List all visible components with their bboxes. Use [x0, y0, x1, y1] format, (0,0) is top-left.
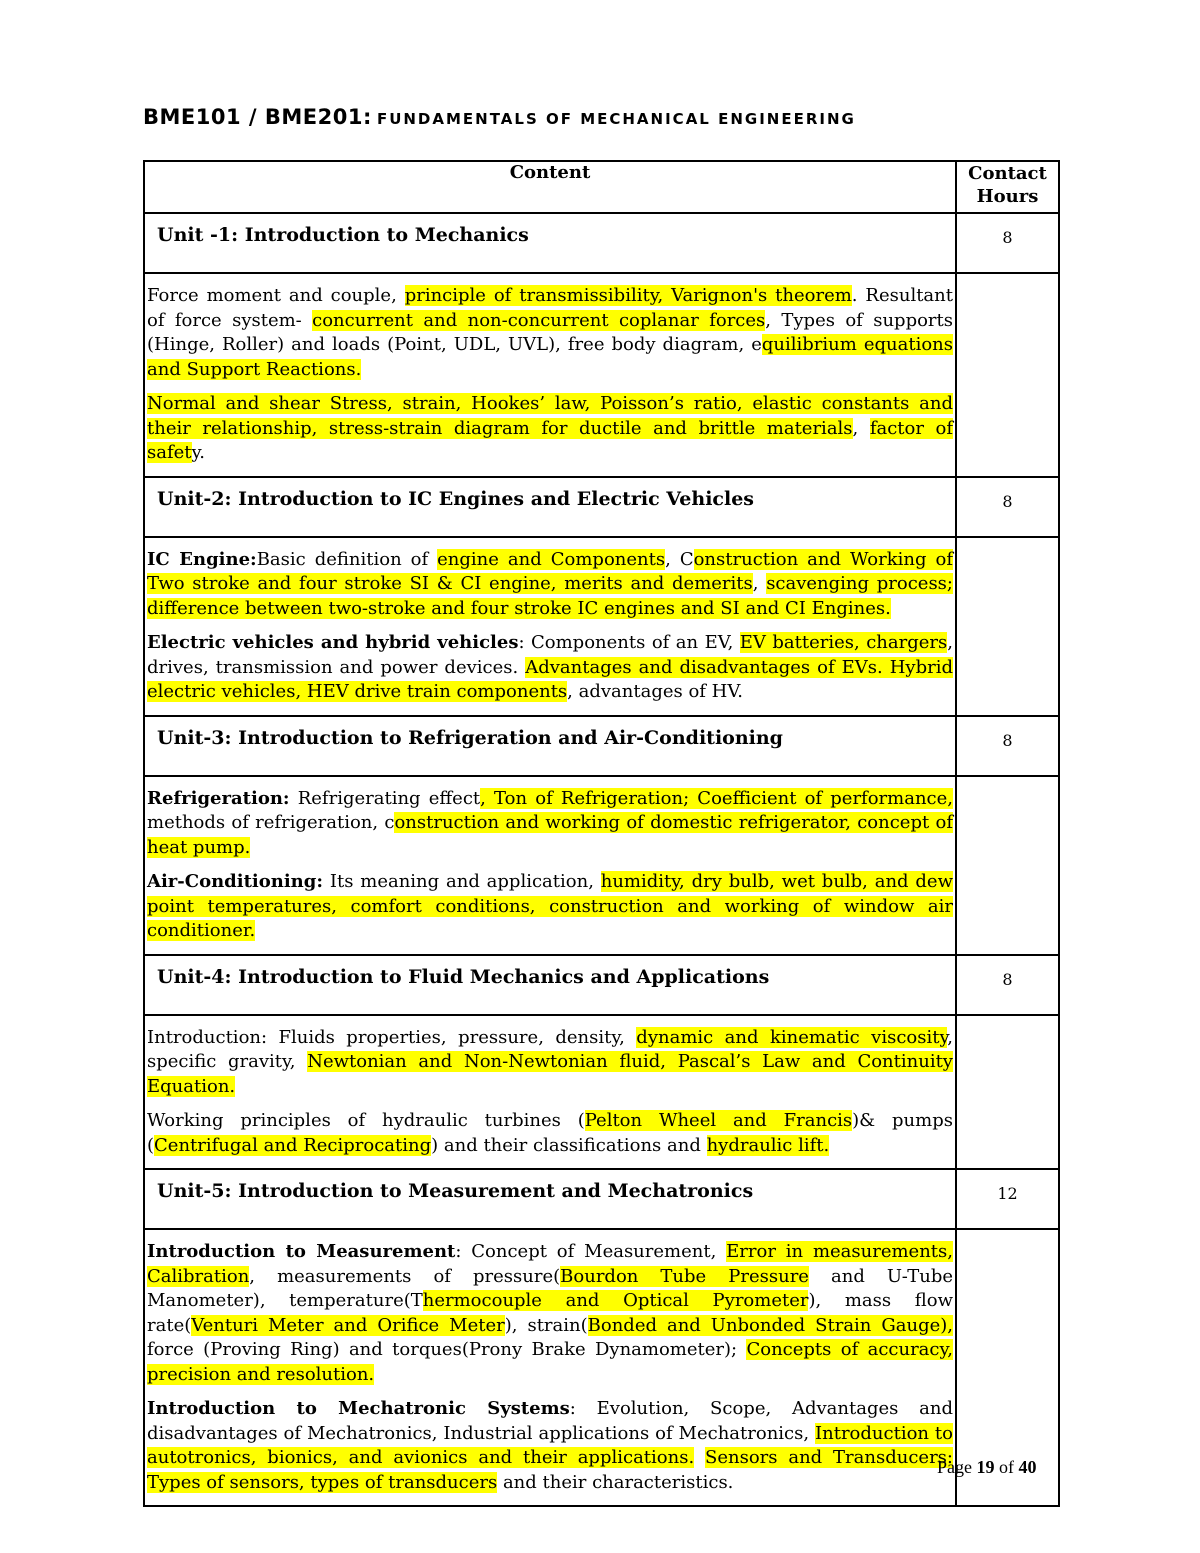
bold-heading-text: Introduction to Measurement — [147, 1241, 456, 1262]
unit-content — [144, 537, 956, 716]
unit-hours-empty — [956, 273, 1059, 477]
highlighted-text: Venturi Meter and Orifice Meter — [191, 1314, 505, 1336]
text-segment: ), strain( — [504, 1314, 588, 1336]
highlighted-text: hermocouple and Optical Pyrometer — [422, 1290, 809, 1311]
header-contact-hours — [956, 161, 1059, 213]
unit-content-row — [144, 537, 1059, 716]
content-paragraph — [147, 1109, 953, 1158]
text-segment: Basic definition of — [256, 548, 438, 570]
highlighted-text: scavenging process; difference between two-stroke and four stroke IC engines and SI and CI Engines. — [147, 573, 953, 619]
highlighted-text: hydraulic lift. — [706, 1134, 830, 1156]
header-hours-line1: Contact — [968, 163, 1047, 184]
bold-heading-text: Refrigeration: — [147, 787, 290, 809]
unit-content-row — [144, 273, 1059, 477]
unit-title: Unit-5: Introduction to Measurement and Mechatronics — [144, 1169, 956, 1229]
text-segment: , — [752, 573, 767, 594]
content-paragraph — [147, 548, 953, 622]
unit-content-row — [144, 1015, 1059, 1170]
unit-contact-hours: 8 — [956, 213, 1059, 273]
unit-content — [144, 273, 956, 477]
footer-total-pages: 40 — [1018, 1457, 1037, 1477]
highlighted-text: Centrifugal and Reciprocating — [154, 1134, 432, 1156]
unit-title-row — [144, 213, 1059, 273]
highlighted-text: Newtonian and Non-Newtonian fluid, Pascal’s Law and Continuity Equation. — [147, 1051, 953, 1097]
text-segment: y. — [191, 442, 206, 463]
text-segment: , specific gravity, — [147, 1026, 953, 1072]
highlighted-text: EV batteries, chargers — [739, 632, 948, 653]
highlighted-text: factor of safet — [147, 417, 953, 463]
text-segment: Refrigerating effect — [289, 787, 481, 809]
highlighted-text: Normal and shear Stress, strain, Hookes’ law, Poisson’s ratio, elastic constants and their relationship, stress-strain diagram for ductile and brittle materials — [147, 393, 953, 439]
text-segment: : Concept of Measurement, — [455, 1241, 727, 1262]
content-paragraph — [147, 1026, 953, 1100]
unit-title: Unit-4: Introduction to Fluid Mechanics and Applications — [144, 955, 956, 1015]
unit-content — [144, 1229, 956, 1506]
highlighted-text: , Ton of Refrigeration; Coefficient of performance, — [480, 787, 953, 809]
bold-heading-text: IC Engine: — [147, 548, 257, 570]
highlighted-text: quilibrium equations and Support Reactions. — [147, 334, 953, 380]
text-segment: methods of refrigeration, c — [147, 812, 395, 833]
content-paragraph — [147, 631, 953, 705]
unit-content-row — [144, 776, 1059, 955]
unit-hours-empty — [956, 1015, 1059, 1170]
text-segment: , C — [665, 548, 694, 570]
header-hours-line2: Hours — [976, 186, 1039, 207]
highlighted-text: humidity, dry bulb, wet bulb, and dew point temperatures, comfort conditions, construction and working of window air conditioner. — [147, 871, 953, 941]
text-segment: : Evolution, Scope, Advantages and disadvantages of Mechatronics, Industrial applications of Mechatronics, — [147, 1398, 953, 1444]
content-paragraph — [147, 284, 953, 382]
text-segment: Introduction: Fluids properties, pressure, density, — [147, 1026, 637, 1048]
content-paragraph — [147, 1397, 953, 1495]
highlighted-text: Concepts of accuracy, precision and resolution. — [147, 1339, 953, 1385]
content-paragraph — [147, 870, 953, 944]
highlighted-text: Pelton Wheel and Francis — [584, 1110, 853, 1131]
text-segment: and U-Tube Manometer), temperature(T — [147, 1265, 954, 1311]
unit-content — [144, 776, 956, 955]
table-header-row — [144, 161, 1059, 213]
text-segment: : Components of an EV, — [518, 632, 740, 653]
bold-heading-text: Air-Conditioning: — [147, 871, 324, 892]
unit-title-row — [144, 716, 1059, 776]
text-segment: . Resultant of force system- — [147, 285, 953, 331]
highlighted-text: onstruction and Working of Two stroke and four stroke SI & CI engine, merits and demerits — [147, 548, 954, 594]
highlighted-text: Advantages and disadvantages of EVs. Hybrid electric vehicles, HEV drive train components — [147, 656, 953, 702]
unit-hours-empty — [956, 537, 1059, 716]
text-segment: Its meaning and application, — [323, 871, 601, 892]
unit-title-row — [144, 1169, 1059, 1229]
unit-title: Unit -1: Introduction to Mechanics — [144, 213, 956, 273]
highlighted-text: concurrent and non-concurrent coplanar forces — [312, 309, 766, 331]
course-code: BME101 / BME201: — [143, 105, 372, 129]
highlighted-text: Introduction to autotronics, bionics, and avionics and their applications. — [147, 1422, 953, 1468]
unit-contact-hours: 8 — [956, 955, 1059, 1015]
highlighted-text: engine and Components — [437, 548, 666, 570]
bold-heading-text: Electric vehicles and hybrid vehicles — [147, 632, 519, 653]
text-segment: , advantages of HV. — [567, 681, 743, 702]
text-segment — [694, 1447, 705, 1468]
footer-of-word: of — [999, 1457, 1014, 1477]
footer-page-word: Page — [937, 1457, 972, 1477]
bold-heading-text: Introduction to Mechatronic Systems — [147, 1398, 570, 1419]
header-content: Content — [144, 161, 956, 213]
content-paragraph — [147, 787, 953, 861]
unit-contact-hours: 12 — [956, 1169, 1059, 1229]
page-title — [143, 105, 856, 129]
footer-page-number: 19 — [976, 1457, 995, 1477]
text-segment: and their characteristics. — [497, 1471, 734, 1493]
text-segment: , measurements of pressure( — [249, 1265, 561, 1287]
unit-hours-empty — [956, 776, 1059, 955]
highlighted-text: principle of transmissibility, Varignon's theorem — [404, 285, 852, 306]
unit-content-row — [144, 1229, 1059, 1506]
highlighted-text: Bourdon Tube Pressure — [560, 1265, 809, 1287]
highlighted-text: Bonded and Unbonded Strain Gauge), — [587, 1314, 953, 1336]
text-segment: Force moment and couple, — [147, 285, 405, 306]
content-paragraph — [147, 392, 953, 466]
text-segment: Working principles of hydraulic turbines ( — [147, 1110, 585, 1131]
unit-title-row — [144, 477, 1059, 537]
text-segment: )& pumps ( — [147, 1110, 953, 1156]
course-name: FUNDAMENTALS OF MECHANICAL ENGINEERING — [376, 110, 856, 128]
unit-content — [144, 1015, 956, 1170]
syllabus-table — [143, 160, 1060, 1507]
highlighted-text: dynamic and kinematic viscosity — [636, 1026, 948, 1048]
unit-contact-hours: 8 — [956, 477, 1059, 537]
page-footer — [937, 1457, 1037, 1478]
highlighted-text: Sensors and Transducers: Types of sensors, types of transducers — [147, 1447, 953, 1493]
text-segment: , drives, transmission and power devices. — [147, 632, 953, 678]
text-segment: , Types of supports (Hinge, Roller) and loads (Point, UDL, UVL), free body diagram, e — [147, 309, 954, 355]
unit-title-row — [144, 955, 1059, 1015]
highlighted-text: onstruction and working of domestic refrigerator, concept of heat pump. — [147, 812, 953, 858]
text-segment: ) and their classifications and — [431, 1134, 707, 1156]
text-segment: force (Proving Ring) and torques(Prony Brake Dynamometer); — [147, 1339, 747, 1360]
text-segment: ), mass flow rate( — [147, 1290, 953, 1336]
unit-title: Unit-3: Introduction to Refrigeration and Air-Conditioning — [144, 716, 956, 776]
content-paragraph — [147, 1240, 953, 1387]
text-segment: , — [852, 417, 870, 439]
unit-contact-hours: 8 — [956, 716, 1059, 776]
highlighted-text: Error in measurements, Calibration — [147, 1241, 953, 1287]
unit-title: Unit-2: Introduction to IC Engines and Electric Vehicles — [144, 477, 956, 537]
